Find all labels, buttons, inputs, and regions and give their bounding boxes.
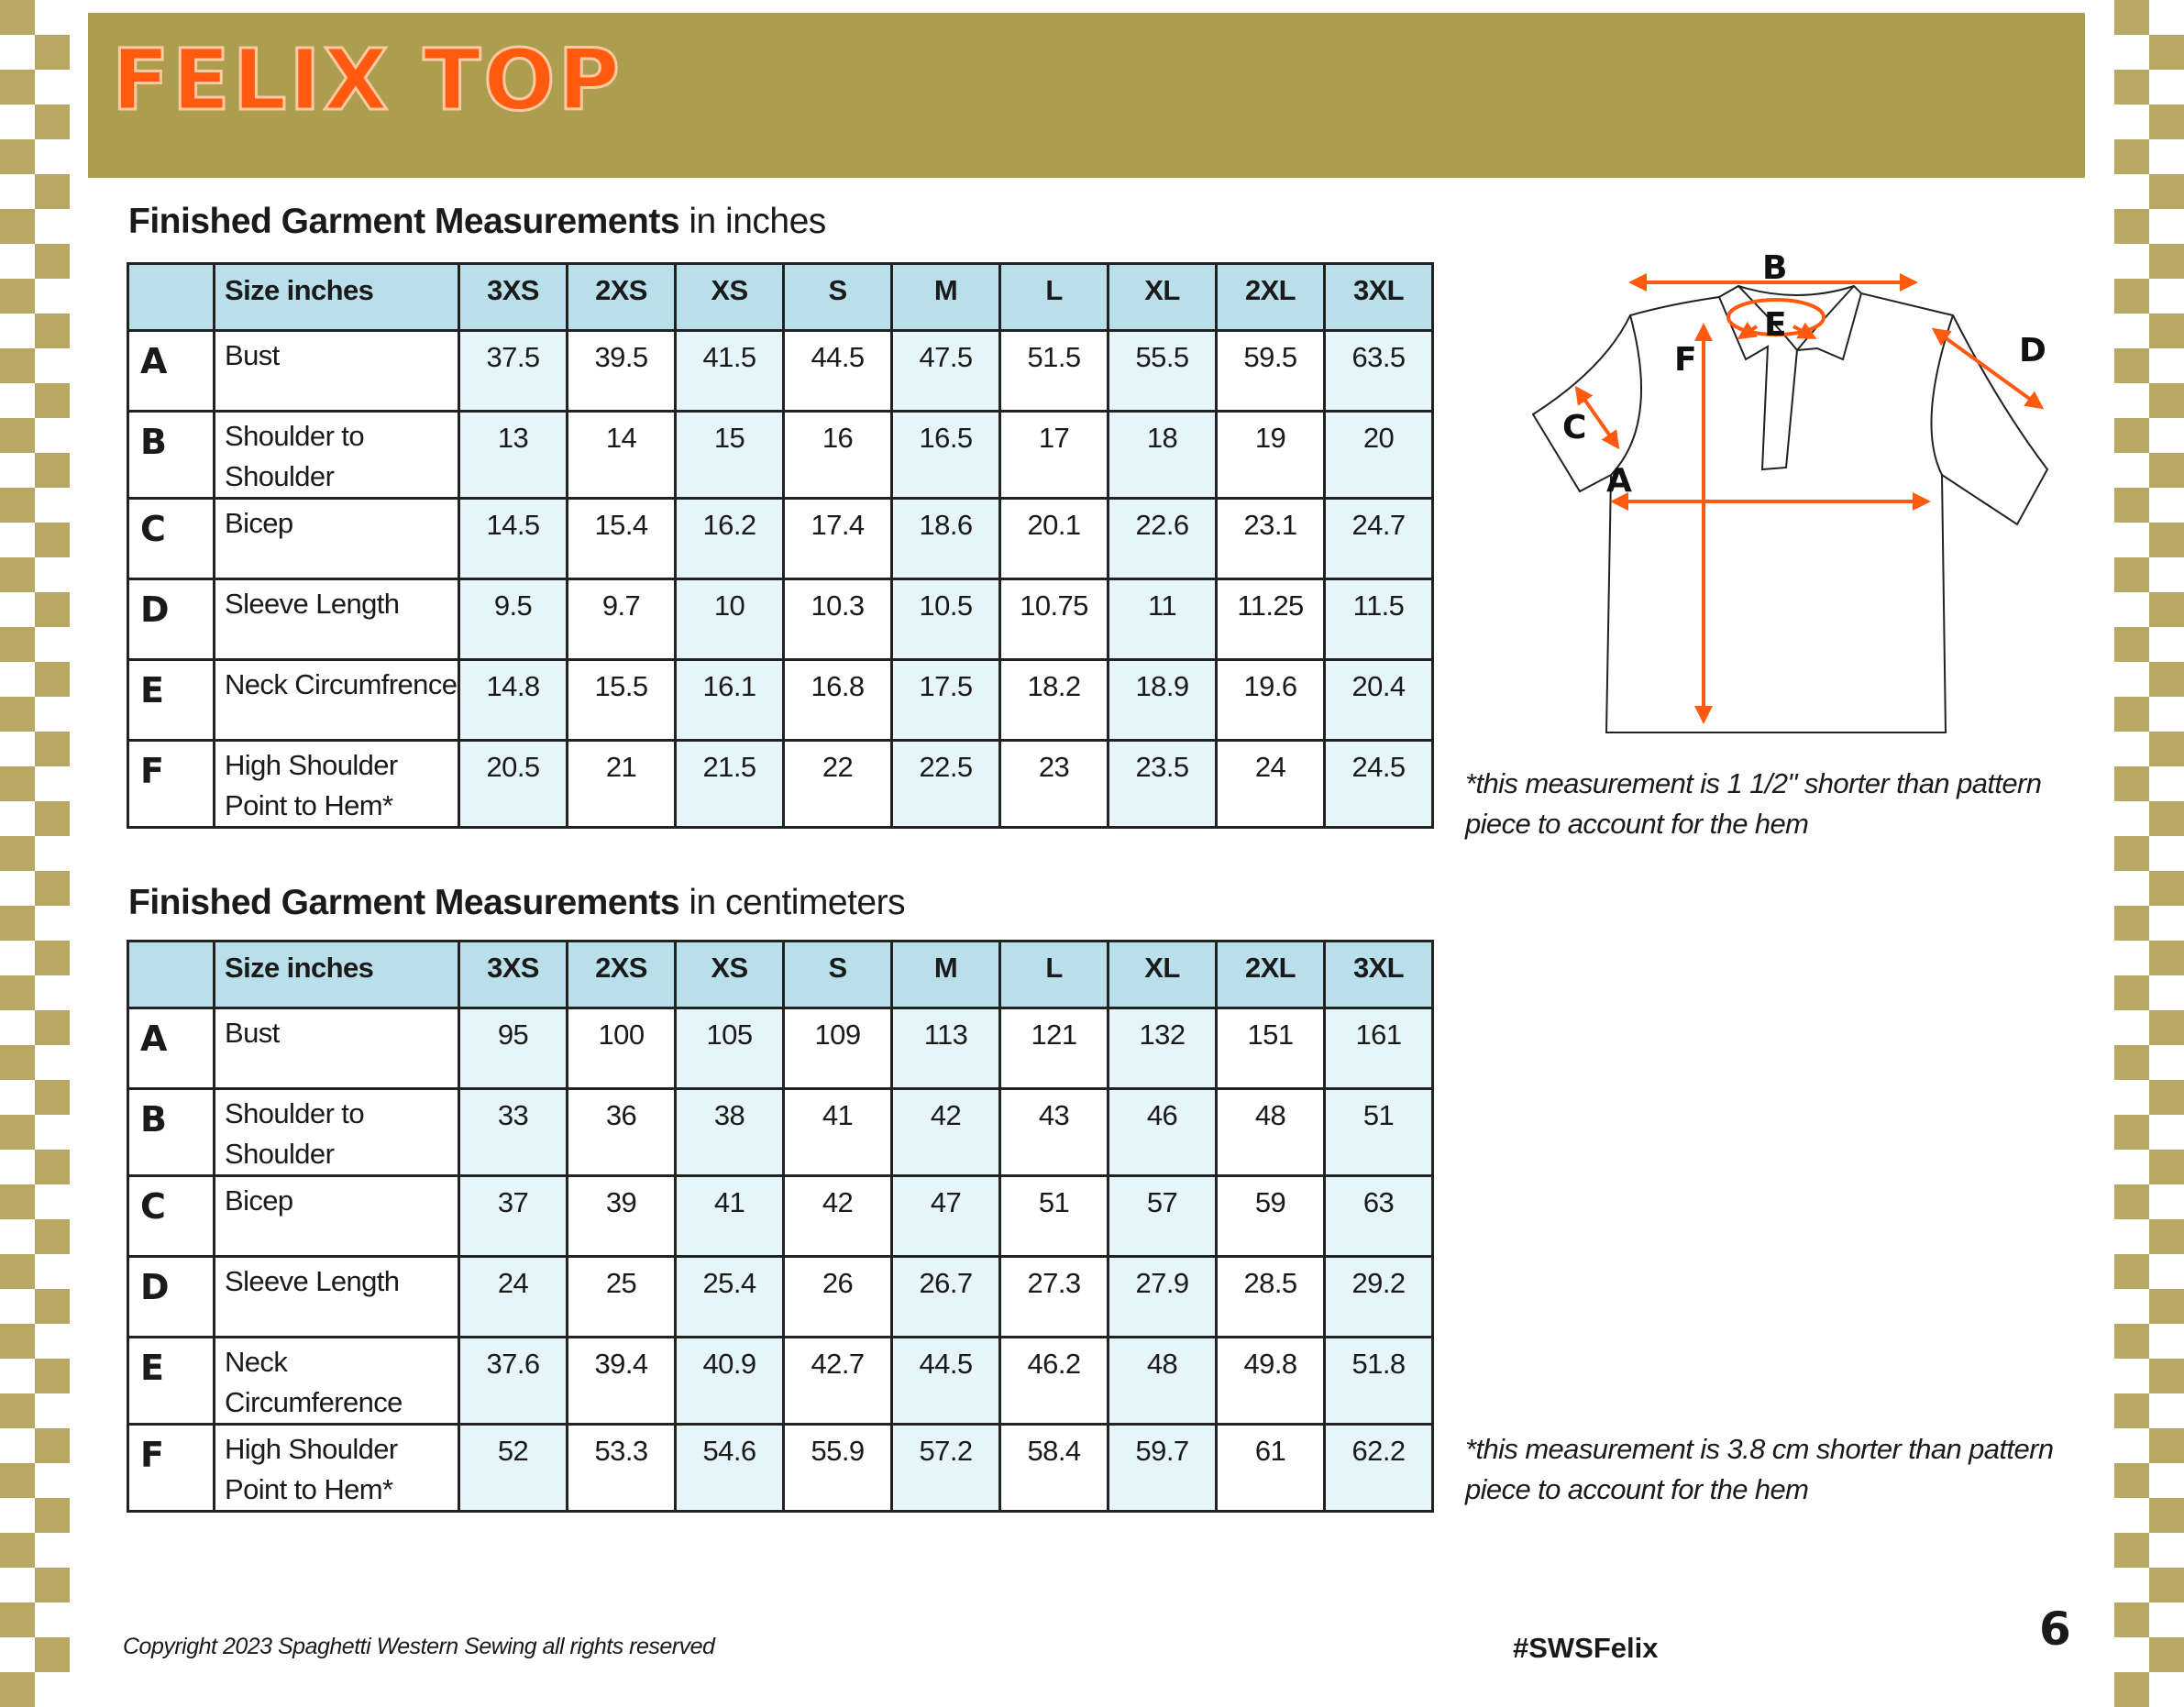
measurement-value: 23.1 <box>1217 499 1325 579</box>
diagram-label-c: C <box>1562 409 1587 446</box>
hashtag: #SWSFelix <box>1513 1632 1659 1664</box>
measurement-value: 24 <box>1217 741 1325 828</box>
measurement-value: 95 <box>459 1008 568 1089</box>
measurement-value: 39.4 <box>568 1338 676 1425</box>
checker-square <box>2114 1672 2149 1707</box>
measurement-value: 57 <box>1109 1176 1217 1257</box>
measurement-value: 14 <box>568 412 676 499</box>
checker-square <box>2114 418 2149 453</box>
table-header-row <box>128 942 1433 1008</box>
checker-square <box>2149 1080 2184 1115</box>
row-letter: A <box>128 1008 215 1089</box>
inches-section-title <box>128 202 826 242</box>
centimeters-footnote: *this measurement is 3.8 cm shorter than pattern piece to account for the hem <box>1465 1433 2054 1505</box>
table-row <box>128 331 1433 412</box>
checker-square <box>2149 523 2184 557</box>
table-row <box>128 1089 1433 1176</box>
checker-square <box>2114 1045 2149 1080</box>
size-header: XL <box>1109 942 1217 1008</box>
checker-square <box>0 627 35 662</box>
measurement-value: 132 <box>1109 1008 1217 1089</box>
checker-square <box>2114 1184 2149 1219</box>
size-header: S <box>784 942 892 1008</box>
table-row <box>128 1338 1433 1425</box>
size-header: 3XL <box>1325 264 1433 331</box>
measurement-value: 38 <box>676 1089 784 1176</box>
measurement-value: 113 <box>892 1008 1000 1089</box>
measurement-value: 20.1 <box>1000 499 1109 579</box>
checker-square <box>35 801 70 836</box>
table-row <box>128 499 1433 579</box>
checker-square <box>0 836 35 871</box>
measurement-value: 28.5 <box>1217 1257 1325 1338</box>
shirt-illustration <box>1522 240 2072 744</box>
checker-square <box>2149 592 2184 627</box>
centimeters-measurement-table <box>127 940 1434 1513</box>
checker-square <box>2114 1533 2149 1568</box>
size-header: S <box>784 264 892 331</box>
checker-square <box>35 732 70 766</box>
checker-square <box>2149 244 2184 279</box>
measurement-value: 16.5 <box>892 412 1000 499</box>
measurement-value: 51 <box>1000 1176 1109 1257</box>
measurement-value: 100 <box>568 1008 676 1089</box>
measurement-value: 59 <box>1217 1176 1325 1257</box>
garment-diagram <box>1522 240 2072 744</box>
inches-title-rest: in inches <box>679 202 826 241</box>
checker-square <box>0 1602 35 1637</box>
measurement-value: 161 <box>1325 1008 1433 1089</box>
measurement-name: Neck Circumfrence <box>215 660 459 741</box>
measurement-value: 9.5 <box>459 579 568 660</box>
row-letter: E <box>128 1338 215 1425</box>
checker-square <box>35 453 70 488</box>
measurement-value: 48 <box>1109 1338 1217 1425</box>
measurement-value: 63 <box>1325 1176 1433 1257</box>
checker-square <box>2149 314 2184 348</box>
measurement-value: 42 <box>784 1176 892 1257</box>
checker-square <box>0 1393 35 1428</box>
checker-square <box>0 1254 35 1289</box>
measurement-value: 15 <box>676 412 784 499</box>
centimeters-title-rest: in centimeters <box>679 883 906 922</box>
size-header: XS <box>676 264 784 331</box>
measurement-value: 41 <box>784 1089 892 1176</box>
measurement-value: 10.3 <box>784 579 892 660</box>
table-row <box>128 1008 1433 1089</box>
measurement-value: 51 <box>1325 1089 1433 1176</box>
size-header: 2XS <box>568 942 676 1008</box>
measurement-name: Bicep <box>215 1176 459 1257</box>
measurement-value: 18 <box>1109 412 1217 499</box>
checker-square <box>35 1428 70 1463</box>
checker-border-left <box>0 0 70 1685</box>
diagram-label-f: F <box>1674 341 1697 379</box>
measurement-value: 20.4 <box>1325 660 1433 741</box>
measurement-value: 19.6 <box>1217 660 1325 741</box>
table-row <box>128 660 1433 741</box>
checker-square <box>2149 383 2184 418</box>
checker-square <box>2114 70 2149 105</box>
measurement-value: 23.5 <box>1109 741 1217 828</box>
measurement-value: 47.5 <box>892 331 1000 412</box>
measurement-value: 62.2 <box>1325 1425 1433 1512</box>
measurement-value: 63.5 <box>1325 331 1433 412</box>
checker-square <box>0 975 35 1010</box>
checker-square <box>0 906 35 941</box>
row-letter: B <box>128 412 215 499</box>
checker-square <box>2114 836 2149 871</box>
table-row <box>128 1425 1433 1512</box>
measurement-value: 151 <box>1217 1008 1325 1089</box>
measurement-value: 10.75 <box>1000 579 1109 660</box>
table-row <box>128 741 1433 828</box>
checker-square <box>2114 1115 2149 1150</box>
table-row <box>128 1176 1433 1257</box>
measurement-value: 42.7 <box>784 1338 892 1425</box>
row-letter: D <box>128 1257 215 1338</box>
checker-square <box>35 244 70 279</box>
checker-square <box>35 314 70 348</box>
checker-square <box>2114 139 2149 174</box>
measurement-value: 21.5 <box>676 741 784 828</box>
diagram-label-d: D <box>2019 332 2046 369</box>
size-header: M <box>892 942 1000 1008</box>
checker-square <box>2114 209 2149 244</box>
measurement-value: 46 <box>1109 1089 1217 1176</box>
page-number: 6 <box>2039 1602 2071 1656</box>
measurement-value: 46.2 <box>1000 1338 1109 1425</box>
size-header: XS <box>676 942 784 1008</box>
measurement-name: Bust <box>215 331 459 412</box>
measurement-value: 40.9 <box>676 1338 784 1425</box>
checker-square <box>35 174 70 209</box>
checker-square <box>35 1150 70 1184</box>
measurement-value: 105 <box>676 1008 784 1089</box>
measurement-value: 23 <box>1000 741 1109 828</box>
measurement-value: 22.6 <box>1109 499 1217 579</box>
checker-square <box>2149 105 2184 139</box>
measurement-value: 58.4 <box>1000 1425 1109 1512</box>
checker-square <box>2114 1254 2149 1289</box>
row-letter: A <box>128 331 215 412</box>
row-letter: C <box>128 1176 215 1257</box>
measurement-value: 37.6 <box>459 1338 568 1425</box>
measurement-value: 37.5 <box>459 331 568 412</box>
measurement-value: 121 <box>1000 1008 1109 1089</box>
measurement-value: 11 <box>1109 579 1217 660</box>
measurement-name: Sleeve Length <box>215 1257 459 1338</box>
measurement-value: 55.5 <box>1109 331 1217 412</box>
measurement-value: 61 <box>1217 1425 1325 1512</box>
measurement-value: 39 <box>568 1176 676 1257</box>
checker-square <box>0 1045 35 1080</box>
measurement-value: 29.2 <box>1325 1257 1433 1338</box>
checker-square <box>2114 697 2149 732</box>
checker-square <box>0 1184 35 1219</box>
checker-square <box>2149 1498 2184 1533</box>
checker-square <box>0 348 35 383</box>
measurement-value: 24.7 <box>1325 499 1433 579</box>
shirt-outline <box>1533 286 2047 732</box>
measurement-value: 109 <box>784 1008 892 1089</box>
measurement-value: 16.2 <box>676 499 784 579</box>
checker-square <box>2149 871 2184 906</box>
measurement-value: 44.5 <box>784 331 892 412</box>
centimeters-section-title <box>128 883 905 923</box>
checker-square <box>2114 348 2149 383</box>
row-letter: B <box>128 1089 215 1176</box>
checker-square <box>2149 941 2184 975</box>
size-header: XL <box>1109 264 1217 331</box>
header-band <box>88 13 2085 178</box>
checker-square <box>2114 279 2149 314</box>
measurement-value: 48 <box>1217 1089 1325 1176</box>
measurement-value: 59.5 <box>1217 331 1325 412</box>
diagram-label-e: E <box>1764 306 1787 344</box>
checker-square <box>35 941 70 975</box>
measurement-value: 22.5 <box>892 741 1000 828</box>
checker-square <box>2149 662 2184 697</box>
checker-square <box>2114 1324 2149 1359</box>
measurement-value: 18.6 <box>892 499 1000 579</box>
checker-square <box>2149 801 2184 836</box>
checker-square <box>2114 975 2149 1010</box>
checker-square <box>2149 1428 2184 1463</box>
measurement-name: High Shoulder Point to Hem* <box>215 1425 459 1512</box>
measurement-name: Sleeve Length <box>215 579 459 660</box>
measurement-value: 10.5 <box>892 579 1000 660</box>
checker-square <box>0 1463 35 1498</box>
size-header: L <box>1000 264 1109 331</box>
checker-square <box>0 279 35 314</box>
measurement-value: 49.8 <box>1217 1338 1325 1425</box>
diagram-label-b: B <box>1762 249 1788 287</box>
checker-square <box>2114 627 2149 662</box>
measurement-value: 25.4 <box>676 1257 784 1338</box>
measurement-name: Shoulder to Shoulder <box>215 1089 459 1176</box>
measurement-value: 43 <box>1000 1089 1109 1176</box>
checker-square <box>2114 488 2149 523</box>
checker-square <box>0 766 35 801</box>
measurement-value: 57.2 <box>892 1425 1000 1512</box>
checker-square <box>0 209 35 244</box>
measurement-value: 14.5 <box>459 499 568 579</box>
size-header: 2XL <box>1217 942 1325 1008</box>
measurement-value: 11.5 <box>1325 579 1433 660</box>
measurement-value: 47 <box>892 1176 1000 1257</box>
checker-square <box>2149 1289 2184 1324</box>
measurement-name: High Shoulder Point to Hem* <box>215 741 459 828</box>
checker-square <box>35 1010 70 1045</box>
checker-square <box>2114 1602 2149 1637</box>
checker-square <box>2114 906 2149 941</box>
measurement-value: 37 <box>459 1176 568 1257</box>
checker-square <box>0 418 35 453</box>
measurement-value: 53.3 <box>568 1425 676 1512</box>
checker-square <box>2149 1359 2184 1393</box>
row-letter: F <box>128 1425 215 1512</box>
size-header: L <box>1000 942 1109 1008</box>
measurement-value: 41 <box>676 1176 784 1257</box>
table-row <box>128 412 1433 499</box>
size-label-header: Size inches <box>215 264 459 331</box>
row-letter: E <box>128 660 215 741</box>
measurement-value: 20.5 <box>459 741 568 828</box>
size-header: M <box>892 264 1000 331</box>
checker-square <box>2114 1463 2149 1498</box>
measurement-value: 10 <box>676 579 784 660</box>
measurement-value: 27.3 <box>1000 1257 1109 1338</box>
measurement-value: 20 <box>1325 412 1433 499</box>
checker-square <box>35 662 70 697</box>
measurement-value: 41.5 <box>676 331 784 412</box>
measurement-value: 51.5 <box>1000 331 1109 412</box>
checker-square <box>35 1568 70 1602</box>
measurement-value: 14.8 <box>459 660 568 741</box>
measurement-value: 51.8 <box>1325 1338 1433 1425</box>
header-corner-cell <box>128 942 215 1008</box>
measurement-value: 52 <box>459 1425 568 1512</box>
measurement-value: 18.9 <box>1109 660 1217 741</box>
measurement-value: 22 <box>784 741 892 828</box>
measurement-value: 15.5 <box>568 660 676 741</box>
checker-square <box>2149 1150 2184 1184</box>
page-title: FELIX TOP <box>112 31 623 129</box>
row-letter: C <box>128 499 215 579</box>
table-row <box>128 1257 1433 1338</box>
checker-square <box>35 1359 70 1393</box>
checker-square <box>0 488 35 523</box>
checker-square <box>2114 1393 2149 1428</box>
measurement-value: 11.25 <box>1217 579 1325 660</box>
checker-square <box>0 1324 35 1359</box>
measurement-arrows <box>1577 282 2041 721</box>
checker-square <box>2149 453 2184 488</box>
measurement-name: Shoulder to Shoulder <box>215 412 459 499</box>
table-header-row <box>128 264 1433 331</box>
copyright-text: Copyright 2023 Spaghetti Western Sewing all rights reserved <box>123 1634 715 1659</box>
centimeters-title-bold: Finished Garment Measurements <box>128 883 680 922</box>
measurement-value: 54.6 <box>676 1425 784 1512</box>
measurement-value: 24 <box>459 1257 568 1338</box>
header-corner-cell <box>128 264 215 331</box>
measurement-name: Bust <box>215 1008 459 1089</box>
checker-square <box>35 1637 70 1672</box>
checker-square <box>35 523 70 557</box>
checker-square <box>35 1498 70 1533</box>
size-header: 3XS <box>459 264 568 331</box>
measurement-value: 33 <box>459 1089 568 1176</box>
inches-title-bold: Finished Garment Measurements <box>128 202 680 241</box>
inches-measurement-table <box>127 262 1434 829</box>
checker-square <box>0 1115 35 1150</box>
diagram-label-a: A <box>1606 462 1632 500</box>
measurement-value: 26 <box>784 1257 892 1338</box>
checker-square <box>0 557 35 592</box>
measurement-value: 21 <box>568 741 676 828</box>
measurement-name: Neck Circumference <box>215 1338 459 1425</box>
checker-square <box>2149 1010 2184 1045</box>
measurement-value: 42 <box>892 1089 1000 1176</box>
checker-square <box>2114 0 2149 35</box>
checker-square <box>2114 766 2149 801</box>
checker-square <box>2149 1637 2184 1672</box>
measurement-value: 19 <box>1217 412 1325 499</box>
checker-square <box>35 1289 70 1324</box>
checker-border-right <box>2114 0 2184 1685</box>
inches-footnote: *this measurement is 1 1/2" shorter than pattern piece to account for the hem <box>1465 767 2042 840</box>
measurement-value: 25 <box>568 1257 676 1338</box>
measurement-value: 16.1 <box>676 660 784 741</box>
checker-square <box>0 1672 35 1707</box>
row-letter: F <box>128 741 215 828</box>
checker-square <box>2149 732 2184 766</box>
checker-square <box>35 1080 70 1115</box>
measurement-value: 27.9 <box>1109 1257 1217 1338</box>
size-label-header: Size inches <box>215 942 459 1008</box>
measurement-value: 24.5 <box>1325 741 1433 828</box>
checker-square <box>0 139 35 174</box>
measurement-value: 44.5 <box>892 1338 1000 1425</box>
checker-square <box>35 105 70 139</box>
checker-square <box>0 0 35 35</box>
size-header: 2XS <box>568 264 676 331</box>
checker-square <box>0 1533 35 1568</box>
size-header: 3XL <box>1325 942 1433 1008</box>
size-header: 3XS <box>459 942 568 1008</box>
checker-square <box>0 697 35 732</box>
checker-square <box>0 70 35 105</box>
measurement-value: 17 <box>1000 412 1109 499</box>
checker-square <box>2149 174 2184 209</box>
table-row <box>128 579 1433 660</box>
measurement-value: 36 <box>568 1089 676 1176</box>
checker-square <box>35 383 70 418</box>
measurement-value: 17.5 <box>892 660 1000 741</box>
measurement-value: 15.4 <box>568 499 676 579</box>
checker-square <box>2149 1219 2184 1254</box>
checker-square <box>35 871 70 906</box>
row-letter: D <box>128 579 215 660</box>
size-header: 2XL <box>1217 264 1325 331</box>
measurement-value: 18.2 <box>1000 660 1109 741</box>
checker-square <box>35 1219 70 1254</box>
measurement-value: 59.7 <box>1109 1425 1217 1512</box>
checker-square <box>35 592 70 627</box>
checker-square <box>2149 1568 2184 1602</box>
measurement-value: 39.5 <box>568 331 676 412</box>
measurement-value: 55.9 <box>784 1425 892 1512</box>
measurement-value: 13 <box>459 412 568 499</box>
measurement-value: 16.8 <box>784 660 892 741</box>
measurement-value: 9.7 <box>568 579 676 660</box>
checker-square <box>2114 557 2149 592</box>
measurement-value: 17.4 <box>784 499 892 579</box>
measurement-value: 16 <box>784 412 892 499</box>
checker-square <box>2149 35 2184 70</box>
measurement-value: 26.7 <box>892 1257 1000 1338</box>
measurement-name: Bicep <box>215 499 459 579</box>
checker-square <box>35 35 70 70</box>
